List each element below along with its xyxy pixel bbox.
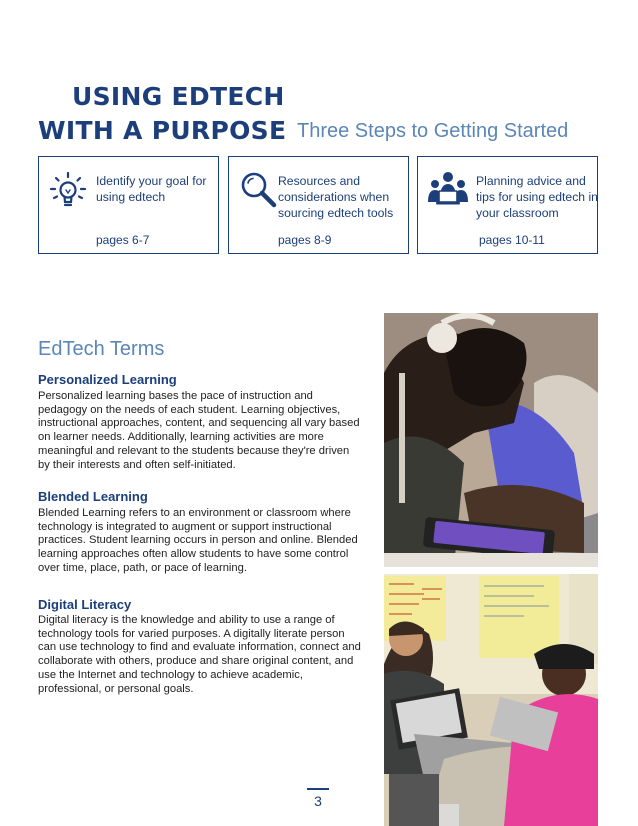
step-goal-text: Identify your goal for using edtech <box>96 174 207 204</box>
term-heading-blended: Blended Learning <box>38 489 148 504</box>
step-goal-pages: pages 6-7 <box>96 233 150 247</box>
step-card-goal <box>38 156 219 254</box>
photo-student-headphones <box>384 313 598 567</box>
step-card-resources <box>228 156 409 254</box>
step-planning-pages: pages 10-11 <box>479 233 545 247</box>
group-laptop-icon <box>426 169 468 211</box>
lightbulb-icon <box>47 169 89 211</box>
photo-classroom-laptops <box>384 574 598 826</box>
page-title-line2: WITH A PURPOSE <box>38 116 287 145</box>
step-resources-text: Resources and considerations when sourcing edtech tools <box>278 174 394 220</box>
term-body-blended: Blended Learning refers to an environment or classroom where technology is integrated to augment or support instructional practices. Student learning occurs in person and online. Blended learning approaches often allow students to have some control over time, place, path, or pace of learning. <box>38 507 358 574</box>
term-heading-digital-literacy: Digital Literacy <box>38 597 132 612</box>
term-body-personalized: Personalized learning bases the pace of instruction and pedagogy on the needs of each student. Learning objectives, instructional approaches, content, and sequencing all vary based on learner needs. Additionally, learning activities are more meaningful and relevant to the students because they're driven by their interests and often self-initiated. <box>38 390 360 471</box>
page-subtitle: Three Steps to Getting Started <box>297 120 569 142</box>
page-title-line1: USING EDTECH <box>72 82 285 111</box>
step-planning-text: Planning advice and tips for using edtech in your classroom <box>476 174 598 220</box>
magnifier-icon <box>237 169 279 211</box>
page-number: 3 <box>314 793 322 809</box>
step-card-planning <box>417 156 598 254</box>
term-heading-personalized: Personalized Learning <box>38 372 177 387</box>
term-body-digital-literacy: Digital literacy is the knowledge and ability to use a range of technology tools for varied purposes. A digitally literate person can use technology to find and evaluate information, connect and collaborate with others, produce and share original content, and use the Internet and technology to achieve academic, professional, or personal goals. <box>38 614 361 695</box>
page-number-rule <box>307 788 329 790</box>
step-resources-pages: pages 8-9 <box>278 233 332 247</box>
section-title-edtech-terms: EdTech Terms <box>38 338 165 360</box>
